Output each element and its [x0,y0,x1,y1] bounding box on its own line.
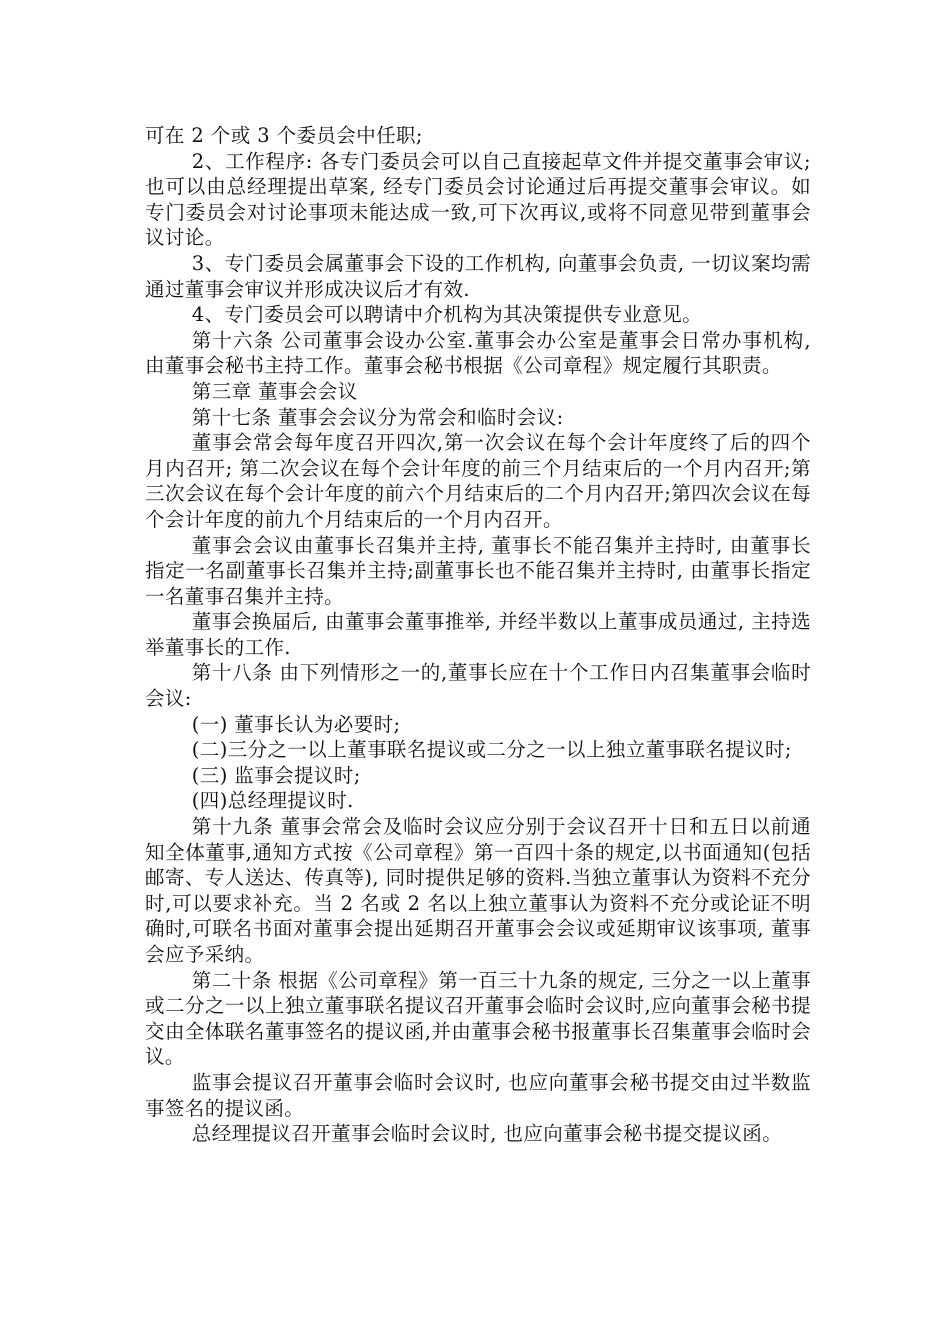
paragraph-2: 2、工作程序: 各专门委员会可以自己直接起草文件并提交董事会审议; 也可以由总经理提出草案, 经专门委员会讨论通过后再提交董事会审议。如专门委员会对讨论事项未能达成一致,可下次再议,或将不同意见带到董事会议讨论。 [145,149,811,250]
paragraph-1: 可在 2 个或 3 个委员会中任职; [145,124,423,147]
article-16: 第十六条 公司董事会设办公室.董事会办公室是董事会日常办事机构, 由董事会秘书主持工作。董事会秘书根据《公司章程》规定履行其职责。 [145,328,811,378]
paragraph-gm-proposal: 总经理提议召开董事会临时会议时, 也应向董事会秘书提交提议函。 [191,1122,783,1146]
list-item-2: (二)三分之一以上董事联名提议或二分之一以上独立董事联名提议时; [191,738,792,762]
paragraph-4: 4、专门委员会可以聘请中介机构为其决策提供专业意见。 [191,303,703,327]
list-item-1: (一) 董事长认为必要时; [191,712,401,736]
chapter-3-heading: 第三章 董事会会议 [191,379,358,403]
article-18: 第十八条 由下列情形之一的,董事长应在十个工作日内召集董事会临时会议: [145,661,811,711]
paragraph-board-renewal: 董事会换届后, 由董事会董事推举, 并经半数以上董事成员通过, 主持选举董事长的工作. [145,610,811,659]
list-item-3: (三) 监事会提议时; [191,763,361,787]
document-body [145,123,811,1147]
paragraph-chairman-convene: 董事会会议由董事长召集并主持, 董事长不能召集并主持时, 由董事长指定一名副董事长召集并主持;副董事长也不能召集并主持时, 由董事长指定一名董事召集并主持。 [145,533,811,608]
article-17: 第十七条 董事会会议分为常会和临时会议: [191,405,564,429]
list-item-4: (四)总经理提议时. [191,789,354,813]
paragraph-supervisory-proposal: 监事会提议召开董事会临时会议时, 也应向董事会秘书提交由过半数监事签名的提议函。 [145,1070,811,1120]
paragraph-3: 3、专门委员会属董事会下设的工作机构, 向董事会负责, 一切议案均需通过董事会审议并形成决议后才有效. [145,251,811,301]
article-19: 第十九条 董事会常会及临时会议应分别于会议召开十日和五日以前通知全体董事,通知方式按《公司章程》第一百四十条的规定,以书面通知(包括邮寄、专人送达、传真等), 同时提供足够的资料.当独立董事认为资料不充分时,可以要求补充。当 2 名或 2 名以上独立董事认为资料不充分或论证不明确时,可联名书面对董事会提出延期召开董事会会议或延期审议该事项, 董事会应予采纳。 [145,815,811,966]
paragraph-regular-meetings: 董事会常会每年度召开四次,第一次会议在每个会计年度终了后的四个月内召开; 第二次会议在每个会计年度的前三个月结束后的一个月内召开;第三次会议在每个会计年度的前六个月结束后的二个月内召开;第四次会议在每个会计年度的前九个月结束后的一个月内召开。 [145,431,811,531]
article-20: 第二十条 根据《公司章程》第一百三十九条的规定, 三分之一以上董事或二分之一以上独立董事联名提议召开董事会临时会议时,应向董事会秘书提交由全体联名董事签名的提议函,并由董事会秘书报董事长召集董事会临时会议。 [145,968,811,1069]
